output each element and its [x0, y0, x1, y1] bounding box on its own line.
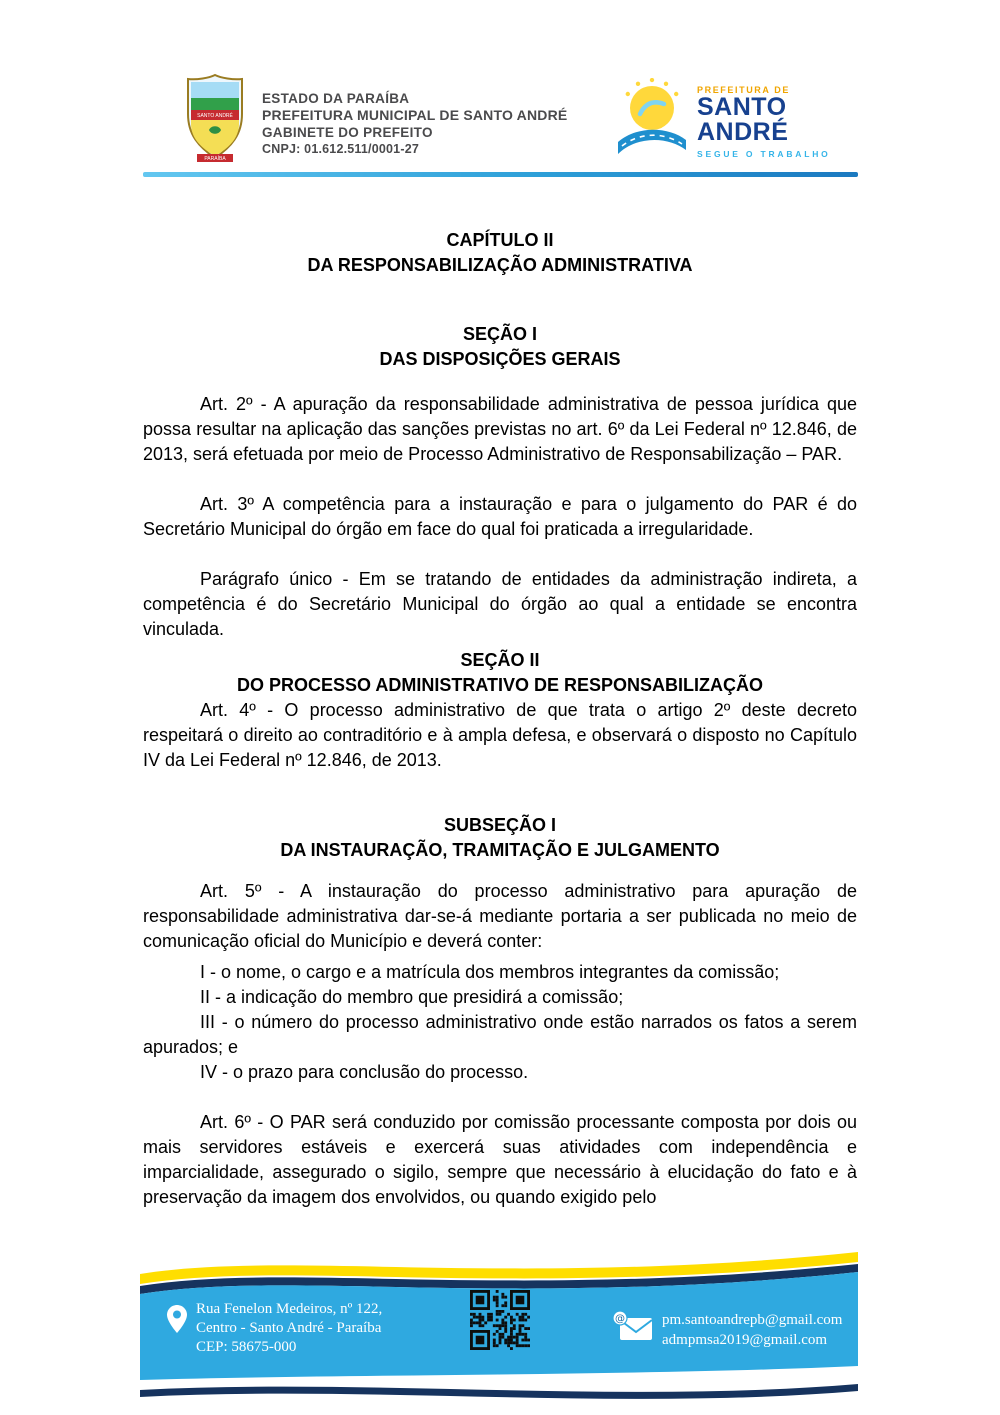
section2-title: SEÇÃO II: [460, 650, 540, 670]
email-address-primary: pm.santoandrepb@gmail.com: [662, 1312, 843, 1328]
sun-road-icon: [612, 78, 692, 164]
footer-address-block: [196, 1300, 382, 1357]
city-brand-logo: [612, 78, 831, 164]
header-divider-rule: [143, 172, 858, 177]
brand-name-line2: ANDRÉ: [697, 118, 789, 146]
paragraph-art3: Art. 3º A competência para a instauração e para o julgamento do PAR é do Secretário Municipal do órgão em face do qual foi praticada a irregularidade.: [143, 494, 857, 539]
section1-title: SEÇÃO I: [462, 324, 537, 344]
address-line-street: Rua Fenelon Medeiros, nº 122,: [196, 1301, 383, 1317]
org-cnpj: CNPJ: 01.612.511/0001-27: [262, 142, 419, 156]
address-line-cep: CEP: 58675-000: [196, 1339, 297, 1355]
svg-text:PARAÍBA: PARAÍBA: [204, 156, 226, 162]
location-pin-icon: [166, 1304, 188, 1334]
qr-code: [470, 1290, 530, 1350]
email-envelope-icon: [612, 1310, 654, 1342]
footer: [140, 1238, 858, 1410]
footer-emails-block: [662, 1310, 842, 1350]
org-state: ESTADO DA PARAÍBA: [262, 91, 410, 106]
subsection1-title: SUBSEÇÃO I: [443, 815, 557, 835]
document-body: [143, 228, 857, 1210]
list-item-4: IV - o prazo para conclusão do processo.: [200, 1062, 529, 1082]
svg-text:SANTO ANDRÉ: SANTO ANDRÉ: [197, 113, 233, 119]
brand-text-block: [697, 78, 831, 159]
letterhead-org-block: [262, 90, 567, 158]
org-office: GABINETE DO PREFEITO: [262, 125, 433, 140]
brand-name-line1: SANTO: [697, 93, 787, 121]
section1-heading: [143, 322, 857, 372]
brand-prefix-label: PREFEITURA DE: [697, 85, 790, 95]
chapter-title: CAPÍTULO II: [446, 230, 554, 250]
chapter-heading: [143, 228, 857, 278]
paragraph-paragrafo-unico: Parágrafo único - Em se tratando de entidades da administração indireta, a competência é do Secretário Municipal do órgão ao qual a entidade se encontra vinculada.: [143, 569, 857, 639]
chapter-subtitle: DA RESPONSABILIZAÇÃO ADMINISTRATIVA: [307, 255, 693, 275]
paragraph-art4: Art. 4º - O processo administrativo de que trata o artigo 2º deste decreto respeitará o direito ao contraditório e à ampla defesa, e observará o disposto no Capítulo IV da Lei Federal nº 12.846, de 2013.: [143, 700, 857, 770]
address-line-city: Centro - Santo André - Paraíba: [196, 1320, 382, 1336]
brand-tagline: SEGUE O TRABALHO: [697, 149, 831, 159]
org-municipality: PREFEITURA MUNICIPAL DE SANTO ANDRÉ: [262, 107, 568, 123]
subsection1-heading: [143, 813, 857, 863]
section2-heading: [143, 648, 857, 698]
list-item-3: III - o número do processo administrativo onde estão narrados os fatos a serem apurados; e: [143, 1012, 857, 1057]
paragraph-art5: Art. 5º - A instauração do processo administrativo para apuração de responsabilidade administrativa dar-se-á mediante portaria a ser publicada no meio de comunicação oficial do Município e deverá conter:: [143, 881, 857, 951]
paragraph-art6: Art. 6º - O PAR será conduzido por comissão processante composta por dois ou mais servidores estáveis e exercerá suas atividades com independência e imparcialidade, assegurado o sigilo, sempre que necessário à elucidação do fato e à preservação da imagem dos envolvidos, ou quando exigido pelo: [143, 1112, 857, 1207]
municipal-coat-of-arms-icon: [183, 72, 247, 164]
section2-subtitle: DO PROCESSO ADMINISTRATIVO DE RESPONSABILIZAÇÃO: [236, 675, 764, 695]
section1-subtitle: DAS DISPOSIÇÕES GERAIS: [379, 349, 621, 369]
paragraph-art2: Art. 2º - A apuração da responsabilidade administrativa de pessoa jurídica que possa resultar na aplicação das sanções previstas no art. 6º da Lei Federal nº 12.846, de 2013, será efetuada por meio de Processo Administrativo de Responsabilização – PAR.: [143, 394, 857, 464]
list-item-2: II - a indicação do membro que presidirá a comissão;: [200, 987, 624, 1007]
email-address-secondary: admpmsa2019@gmail.com: [662, 1332, 828, 1348]
subsection1-subtitle: DA INSTAURAÇÃO, TRAMITAÇÃO E JULGAMENTO: [280, 840, 720, 860]
list-item-1: I - o nome, o cargo e a matrícula dos membros integrantes da comissão;: [200, 962, 780, 982]
svg-text:@: @: [615, 1313, 625, 1325]
